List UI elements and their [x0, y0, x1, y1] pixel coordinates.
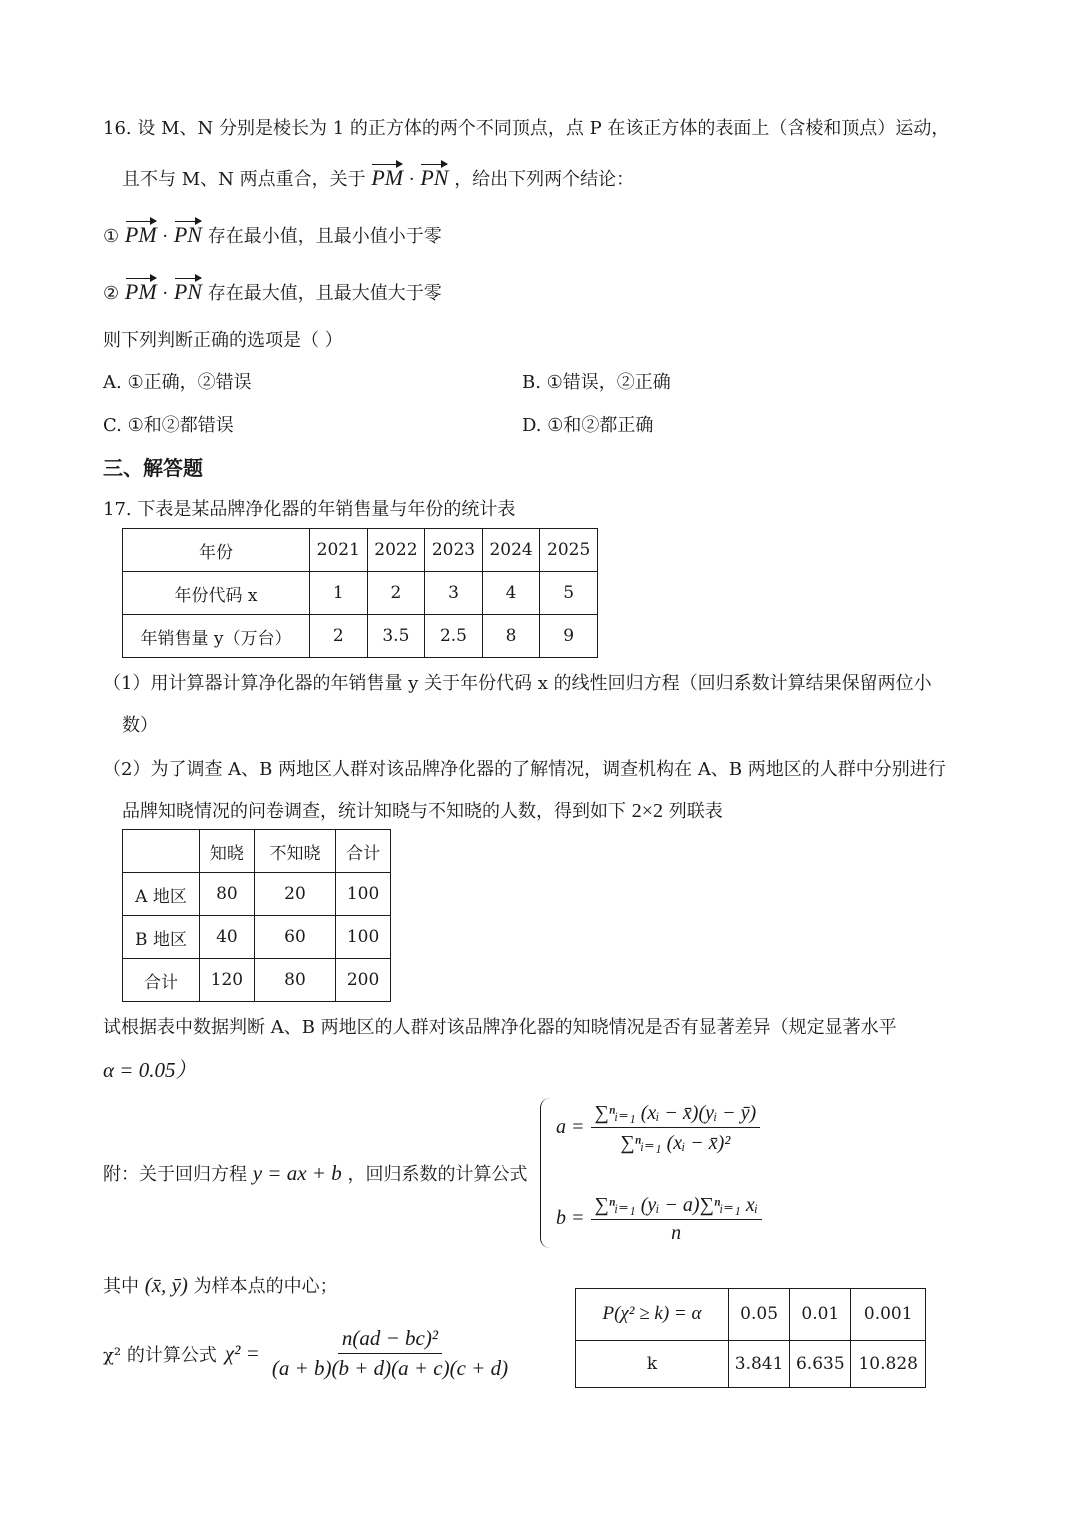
formula-b	[556, 1192, 762, 1245]
table-cell: 2025	[540, 529, 598, 572]
table-row	[123, 830, 391, 873]
critical-value-table	[575, 1288, 926, 1388]
q17-intro: 17. 下表是某品牌净化器的年销售量与年份的统计表	[103, 499, 516, 520]
table-cell: 2024	[482, 529, 540, 572]
option-c: C. ①和②都错误	[103, 415, 234, 436]
table-cell: 120	[200, 959, 255, 1002]
table-cell: 2023	[425, 529, 483, 572]
formula-a-fraction	[591, 1100, 761, 1155]
table-cell: 60	[254, 916, 335, 959]
formula-b-fraction	[591, 1192, 762, 1245]
part2-line2	[122, 797, 723, 823]
table-cell: 0.01	[790, 1289, 851, 1341]
table-cell: 6.635	[790, 1340, 851, 1387]
formula-a-numerator: ∑ⁿᵢ₌₁ (xᵢ − x̄)(yᵢ − ȳ)	[591, 1100, 761, 1128]
sample-center-math: (x̄, ȳ)	[144, 1273, 188, 1297]
formula-a-denominator: ∑ⁿᵢ₌₁ (xᵢ − x̄)²	[620, 1132, 731, 1154]
formula-brace	[540, 1098, 553, 1248]
table-row	[123, 959, 391, 1002]
sample-center-post: 为样本点的中心；	[193, 1276, 338, 1297]
part2-line2-post: 列联表	[668, 801, 723, 822]
vector-pm: PM	[371, 165, 404, 190]
sales-table	[122, 528, 598, 658]
table-row	[576, 1340, 926, 1387]
table-row	[123, 529, 598, 572]
section-heading: 三、解答题	[103, 456, 203, 480]
alpha-line: α = 0.05）	[103, 1058, 197, 1082]
table-cell: 1	[310, 572, 368, 615]
vector-pm: PM	[124, 222, 157, 247]
vector-pn: PN	[173, 279, 202, 304]
q16-line2-post: ，给出下列两个结论：	[454, 169, 635, 190]
table-cell: P(χ² ≥ k) = α	[576, 1289, 729, 1341]
chi-square-numerator: n(ad − bc)²	[338, 1326, 442, 1354]
table-cell: 8	[482, 615, 540, 658]
table-cell: 年份代码 x	[123, 572, 310, 615]
chi-square-label: χ² 的计算公式	[103, 1344, 217, 1366]
chi-square-fraction	[268, 1326, 512, 1381]
option-d: D. ①和②都正确	[522, 415, 654, 436]
table-cell: 0.05	[729, 1289, 790, 1341]
formula-b-numerator: ∑ⁿᵢ₌₁ (yᵢ − a)∑ⁿᵢ₌₁ xᵢ	[591, 1192, 762, 1220]
table-cell: 3.5	[367, 615, 425, 658]
table-cell: 知晓	[200, 830, 255, 873]
part1-line1: （1）用计算器计算净化器的年销售量 y 关于年份代码 x 的线性回归方程（回归系数计算结果保留两位小	[103, 673, 932, 694]
table-cell: 9	[540, 615, 598, 658]
table-cell: 2	[310, 615, 368, 658]
vector-pm: PM	[124, 279, 157, 304]
vector-pn: PN	[420, 165, 449, 190]
table-cell: 合计	[336, 830, 391, 873]
part1-line2: 数）	[122, 715, 158, 736]
appendix-post: ，回归系数的计算公式	[347, 1164, 528, 1185]
table-cell: 2.5	[425, 615, 483, 658]
dot-operator: ·	[162, 226, 169, 247]
table-cell: A 地区	[123, 873, 200, 916]
table-row	[123, 615, 598, 658]
sample-center-line	[103, 1272, 338, 1298]
sample-center-pre: 其中	[103, 1276, 139, 1297]
table-cell: 2	[367, 572, 425, 615]
statement-2-text: 存在最大值，且最大值大于零	[207, 283, 442, 304]
part2-line1: （2）为了调查 A、B 两地区人群对该品牌净化器的了解情况，调查机构在 A、B 两地区的人群中分别进行	[103, 759, 946, 780]
table-cell: 2021	[310, 529, 368, 572]
formula-a-lhs: a =	[556, 1116, 585, 1138]
table-cell: 200	[336, 959, 391, 1002]
table-cell: 3.841	[729, 1340, 790, 1387]
table-cell	[123, 830, 200, 873]
option-b: B. ①错误，②正确	[522, 372, 671, 393]
vector-pn: PN	[173, 222, 202, 247]
table-row	[576, 1289, 926, 1341]
table-cell: 80	[200, 873, 255, 916]
table-cell: 不知晓	[254, 830, 335, 873]
contingency-size: 2×2	[631, 800, 664, 822]
q16-line1: 16. 设 M、N 分别是棱长为 1 的正方体的两个不同顶点，点 P 在该正方体的表面上（含棱和顶点）运动，	[103, 118, 950, 139]
statement-1-number: ①	[103, 226, 120, 247]
statement-1	[103, 222, 442, 248]
statement-2-number: ②	[103, 283, 120, 304]
table-cell: 合计	[123, 959, 200, 1002]
part2-line2-pre: 品牌知晓情况的问卷调查，统计知晓与不知晓的人数，得到如下	[122, 801, 626, 822]
table-cell: 10.828	[851, 1340, 926, 1387]
table-cell: 100	[336, 916, 391, 959]
appendix-line	[103, 1160, 527, 1186]
option-a: A. ①正确，②错误	[103, 372, 252, 393]
contingency-table	[122, 829, 391, 1002]
table-cell: 20	[254, 873, 335, 916]
table-cell: 年销售量 y（万台）	[123, 615, 310, 658]
chi-square-denominator: (a + b)(b + d)(a + c)(c + d)	[271, 1356, 509, 1380]
chi-square-lhs: χ² =	[224, 1341, 260, 1365]
table-cell: 80	[254, 959, 335, 1002]
statement-1-text: 存在最小值，且最小值小于零	[207, 226, 442, 247]
table-cell: 100	[336, 873, 391, 916]
regression-equation: y = ax + b	[252, 1161, 342, 1185]
table-cell: B 地区	[123, 916, 200, 959]
formula-b-denominator: n	[671, 1222, 682, 1244]
table-row	[123, 572, 598, 615]
appendix-pre: 附：关于回归方程	[103, 1164, 247, 1185]
table-row	[123, 873, 391, 916]
question-prompt: 则下列判断正确的选项是（ ）	[103, 330, 343, 351]
dot-operator: ·	[408, 169, 415, 190]
q16-line2-pre: 且不与 M、N 两点重合，关于	[122, 169, 366, 190]
table-cell: 0.001	[851, 1289, 926, 1341]
formula-a	[556, 1100, 760, 1155]
statement-2	[103, 279, 442, 305]
table-cell: k	[576, 1340, 729, 1387]
table-cell: 5	[540, 572, 598, 615]
dot-operator: ·	[162, 283, 169, 304]
judge-line: 试根据表中数据判断 A、B 两地区的人群对该品牌净化器的知晓情况是否有显著差异（规定显著水平	[103, 1017, 897, 1038]
table-cell: 2022	[367, 529, 425, 572]
chi-square-formula	[103, 1326, 512, 1381]
table-cell: 3	[425, 572, 483, 615]
table-cell: 4	[482, 572, 540, 615]
q16-line2	[122, 165, 634, 191]
table-cell: 40	[200, 916, 255, 959]
table-cell: 年份	[123, 529, 310, 572]
formula-b-lhs: b =	[556, 1207, 585, 1229]
table-row	[123, 916, 391, 959]
